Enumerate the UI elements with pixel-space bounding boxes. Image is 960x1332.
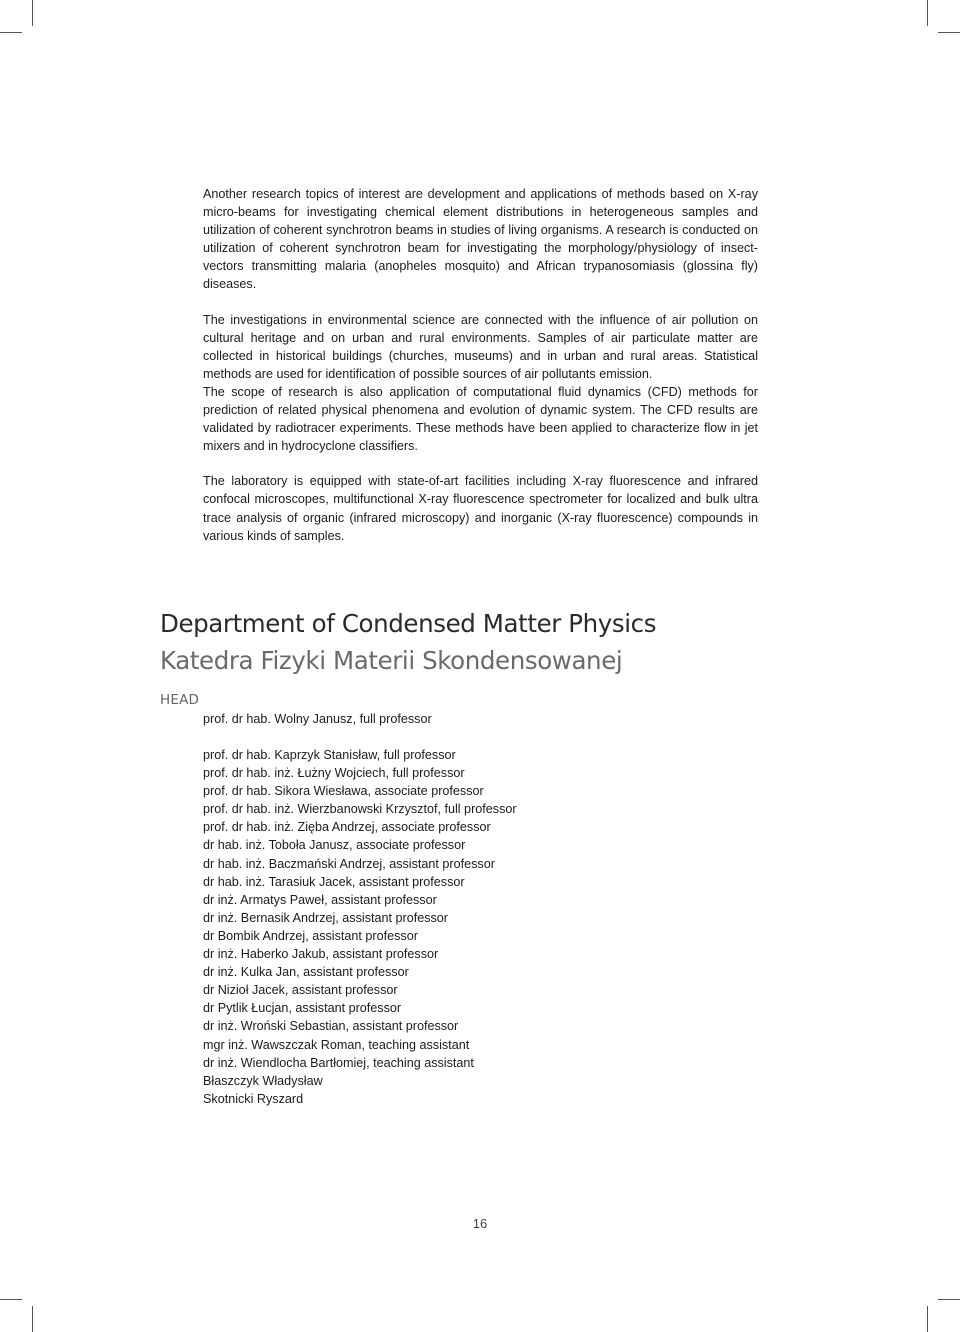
staff-member: dr Pytlik Łucjan, assistant professor [203, 1001, 402, 1016]
staff-member: Błaszczyk Władysław [203, 1073, 323, 1088]
staff-member: prof. dr hab. inż. Wierzbanowski Krzysztof, full professor [203, 802, 517, 817]
staff-member: prof. dr hab. Sikora Wiesława, associate professor [203, 784, 484, 799]
page-number: 16 [472, 1216, 488, 1231]
crop-mark-bottom-right-vertical [927, 1306, 928, 1332]
staff-member: dr inż. Bernasik Andrzej, assistant professor [203, 910, 448, 925]
staff-member: dr inż. Wroński Sebastian, assistant professor [203, 1019, 459, 1034]
department-subtitle: Katedra Fizyki Materii Skondensowanej [160, 646, 623, 675]
crop-mark-top-left-horizontal [0, 32, 22, 33]
head-label: HEAD [160, 692, 200, 708]
staff-member: prof. dr hab. inż. Łużny Wojciech, full professor [203, 766, 465, 781]
staff-member: dr Bombik Andrzej, assistant professor [203, 928, 418, 943]
staff-member: mgr inż. Wawszczak Roman, teaching assistant [203, 1037, 470, 1052]
staff-member: dr Nizioł Jacek, assistant professor [203, 983, 398, 998]
crop-mark-top-left-vertical [32, 0, 33, 26]
staff-member: dr hab. inż. Toboła Janusz, associate professor [203, 838, 466, 853]
body-text [203, 185, 758, 545]
staff-member: dr hab. inż. Tarasiuk Jacek, assistant professor [203, 874, 465, 889]
paragraph-environmental-science: The investigations in environmental science are connected with the influence of air pollution on cultural heritage and on urban and rural environments. Samples of air particulate matter are collected in historical buildings (churches, museums) and in urban and rural areas. Statistical methods are used for identification of possible sources of air pollutants emission. [203, 312, 758, 381]
paragraph-cfd: The scope of research is also application of computational fluid dynamics (CFD) methods for prediction of related physical phenomena and evolution of dynamic system. The CFD results are validated by radiotracer experiments. These methods have been applied to characterize flow in jet mixers and in hydrocyclone classifiers. [203, 384, 758, 454]
crop-mark-bottom-right-horizontal [938, 1299, 960, 1300]
staff-list [203, 746, 517, 1108]
staff-member: dr inż. Armatys Paweł, assistant professor [203, 892, 437, 907]
staff-member: prof. dr hab. Kaprzyk Stanisław, full professor [203, 748, 456, 762]
department-title: Department of Condensed Matter Physics [160, 609, 657, 638]
staff-member: prof. dr hab. inż. Zięba Andrzej, associate professor [203, 820, 491, 835]
paragraph-laboratory-equipment: The laboratory is equipped with state-of-art facilities including X-ray fluorescence and infrared confocal microscopes, multifunctional X-ray fluorescence spectrometer for localized and bulk ultra trace analysis of organic (infrared microscopy) and inorganic (X-ray fluorescence) compounds in various kinds of samples. [203, 474, 758, 543]
crop-mark-top-right-horizontal [938, 32, 960, 33]
staff-member: dr hab. inż. Baczmański Andrzej, assistant professor [203, 856, 495, 871]
crop-mark-bottom-left-horizontal [0, 1299, 22, 1300]
paragraph-research-topics: Another research topics of interest are development and applications of methods based on X-ray micro-beams for investigating chemical element distributions in heterogeneous samples and utilization of coherent synchrotron beams in studies of living organisms. A research is conducted on utilization of coherent synchrotron beam for investigating the morphology/physiology of insect-vectors transmitting malaria (anopheles mosquito) and African trypanosomiasis (glossina fly) diseases. [203, 187, 758, 292]
staff-member: dr inż. Haberko Jakub, assistant professor [203, 947, 439, 962]
staff-member: dr inż. Wiendlocha Bartłomiej, teaching assistant [203, 1055, 474, 1070]
head-name: prof. dr hab. Wolny Janusz, full professor [203, 712, 432, 726]
crop-mark-bottom-left-vertical [32, 1306, 33, 1332]
staff-member: Skotnicki Ryszard [203, 1091, 304, 1106]
crop-mark-top-right-vertical [927, 0, 928, 26]
staff-member: dr inż. Kulka Jan, assistant professor [203, 965, 409, 980]
